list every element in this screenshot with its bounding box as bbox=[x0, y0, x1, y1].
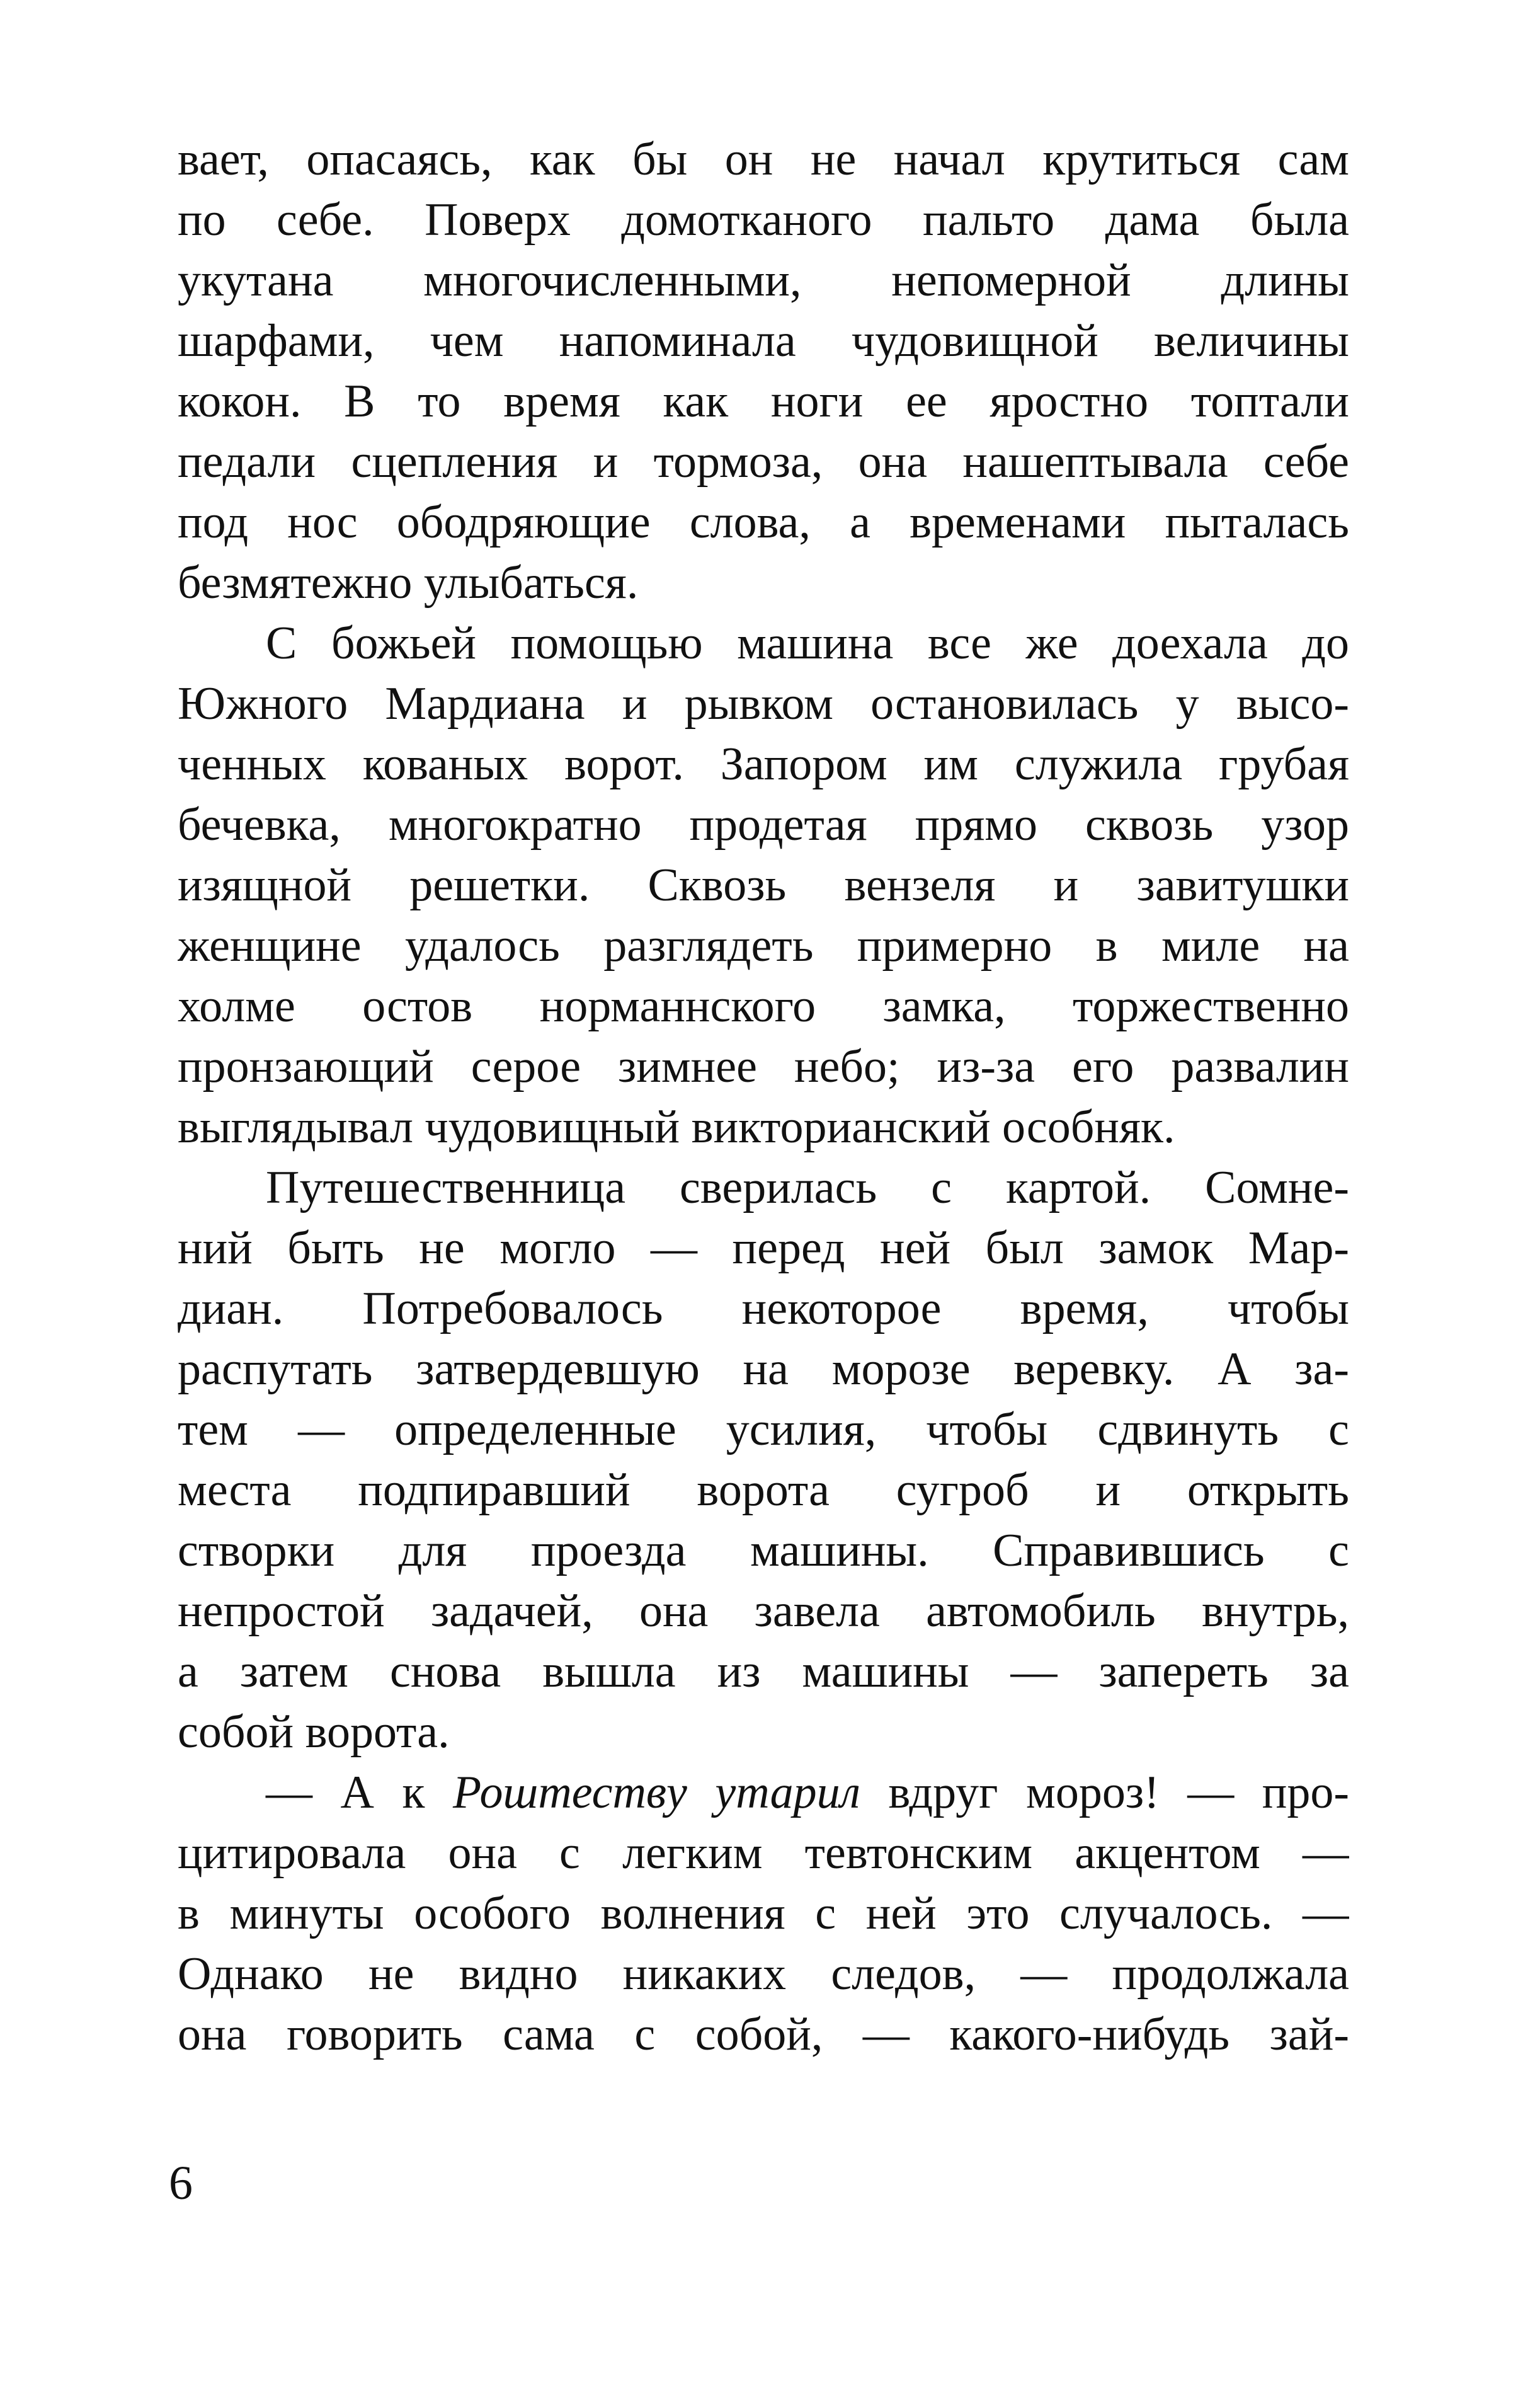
text-line: под нос ободряющие слова, а временами пыталась bbox=[178, 496, 1349, 548]
quote-before: — А к bbox=[266, 1767, 453, 1818]
page-number: 6 bbox=[169, 2157, 193, 2210]
paragraph-1 bbox=[178, 129, 1349, 613]
text-line: распутать затвердевшую на морозе веревку. А за- bbox=[178, 1343, 1349, 1395]
text-line: диан. Потребовалось некоторое время, чтобы bbox=[178, 1283, 1349, 1334]
text-line: створки для проезда машины. Справившись с bbox=[178, 1525, 1349, 1576]
text-line: изящной решетки. Сквозь вензеля и завитушки bbox=[178, 859, 1349, 911]
text-line: женщине удалось разглядеть примерно в миле на bbox=[178, 920, 1349, 972]
text-line: Южного Мардиана и рывком остановилась у высо- bbox=[178, 678, 1349, 730]
text-line: Путешественница сверилась с картой. Сомне- bbox=[266, 1162, 1349, 1213]
text-line: бечевка, многократно продетая прямо сквозь узор bbox=[178, 799, 1349, 851]
text-line: укутана многочисленными, непомерной длины bbox=[178, 255, 1349, 306]
text-line: места подпиравший ворота сугроб и открыть bbox=[178, 1464, 1349, 1516]
text-line: безмятежно улыбаться. bbox=[178, 557, 639, 609]
text-line: Однако не видно никаких следов, — продолжала bbox=[178, 1948, 1349, 2000]
dialogue-line bbox=[178, 1762, 1349, 1823]
paragraph-4 bbox=[178, 1762, 1349, 2065]
body-text bbox=[178, 129, 1349, 2065]
quote-after: вдруг мороз! — про- bbox=[860, 1767, 1349, 1818]
text-line: холме остов норманнского замка, торжественно bbox=[178, 980, 1349, 1032]
text-line: по себе. Поверх домотканого пальто дама была bbox=[178, 194, 1349, 246]
text-line: а затем снова вышла из машины — запереть за bbox=[178, 1646, 1349, 1697]
text-line: собой ворота. bbox=[178, 1706, 450, 1758]
paragraph-2 bbox=[178, 613, 1349, 1157]
paragraph-3 bbox=[178, 1157, 1349, 1762]
text-line: педали сцепления и тормоза, она нашептывала себе bbox=[178, 436, 1349, 488]
text-line: непростой задачей, она завела автомобиль внутрь, bbox=[178, 1585, 1349, 1637]
text-line: ченных кованых ворот. Запором им служила грубая bbox=[178, 738, 1349, 790]
text-line: шарфами, чем напоминала чудовищной величины bbox=[178, 315, 1349, 367]
text-line: пронзающий серое зимнее небо; из-за его развалин bbox=[178, 1041, 1349, 1093]
text-line: С божьей помощью машина все же доехала до bbox=[266, 617, 1349, 669]
text-line: тем — определенные усилия, чтобы сдвинуть с bbox=[178, 1404, 1349, 1455]
text-line: цитировала она с легким тевтонским акцентом — bbox=[178, 1827, 1349, 1879]
text-line: вает, опасаясь, как бы он не начал крутиться сам bbox=[178, 134, 1349, 185]
quote-italic: Роштеству утарил bbox=[452, 1767, 860, 1818]
text-line: выглядывал чудовищный викторианский особняк. bbox=[178, 1101, 1175, 1153]
text-line: она говорить сама с собой, — какого-нибудь зай- bbox=[178, 2009, 1349, 2060]
text-line: кокон. В то время как ноги ее яростно топтали bbox=[178, 376, 1349, 427]
text-line: в минуты особого волнения с ней это случалось. — bbox=[178, 1888, 1349, 1939]
text-line: ний быть не могло — перед ней был замок Мар- bbox=[178, 1222, 1349, 1274]
